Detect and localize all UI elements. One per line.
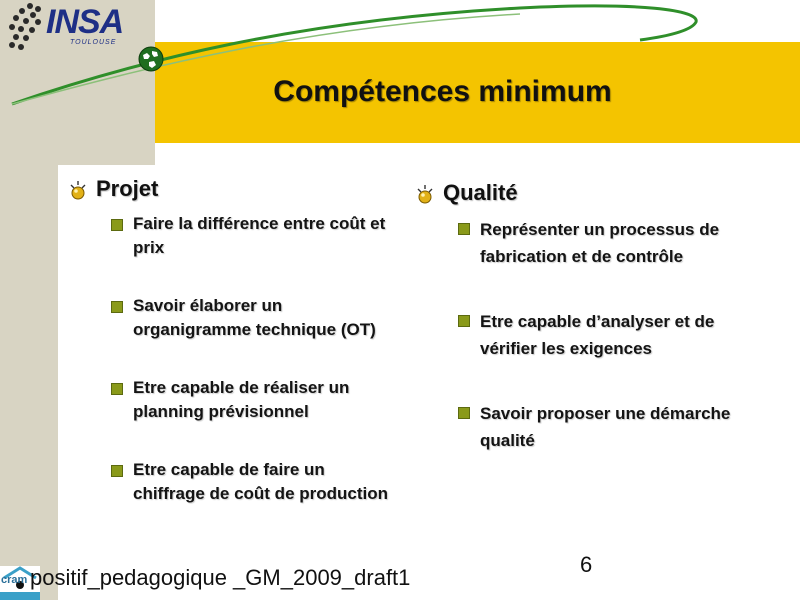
right-item-text: Savoir proposer une démarche qualité [480,404,731,450]
right-heading-row [415,180,775,206]
globe-icon [138,46,164,72]
square-bullet-icon [111,465,123,477]
footer-filename: positif_pedagogique _GM_2009_draft1 [30,565,411,590]
page-number: 6 [580,552,593,577]
square-bullet-icon [458,223,470,235]
left-item [109,458,388,506]
left-item-text: Faire la différence entre coût et prix [133,214,386,257]
insa-logo [8,0,148,60]
left-item-text: Etre capable de faire un chiffrage de coût de production [133,460,389,503]
left-item [109,294,388,342]
right-heading: Qualité [443,180,518,205]
right-column [415,180,775,454]
bulb-bullet-icon [415,184,435,204]
left-item-text: Etre capable de réaliser un planning prévisionnel [133,378,350,421]
left-heading-row [68,176,388,202]
bulb-bullet-icon [68,180,88,200]
right-item [456,216,775,270]
logo-text: INSA [46,3,124,41]
right-item-text: Représenter un processus de fabrication et de contrôle [480,220,720,266]
left-heading: Projet [96,176,159,201]
left-item [109,212,388,260]
right-item-text: Etre capable d’analyser et de vérifier les exigences [480,312,715,358]
square-bullet-icon [111,219,123,231]
right-item [456,308,775,362]
square-bullet-icon [111,301,123,313]
left-item [109,376,388,424]
cram-label: cram [1,574,28,586]
square-bullet-icon [458,407,470,419]
right-item [456,400,775,454]
logo-dots-icon [8,0,48,56]
left-column [68,176,388,506]
square-bullet-icon [458,315,470,327]
slide-title: Compétences minimum [273,75,612,108]
logo-subtitle: TOULOUSE [70,39,117,46]
square-bullet-icon [111,383,123,395]
left-item-text: Savoir élaborer un organigramme technique (OT) [133,296,376,339]
